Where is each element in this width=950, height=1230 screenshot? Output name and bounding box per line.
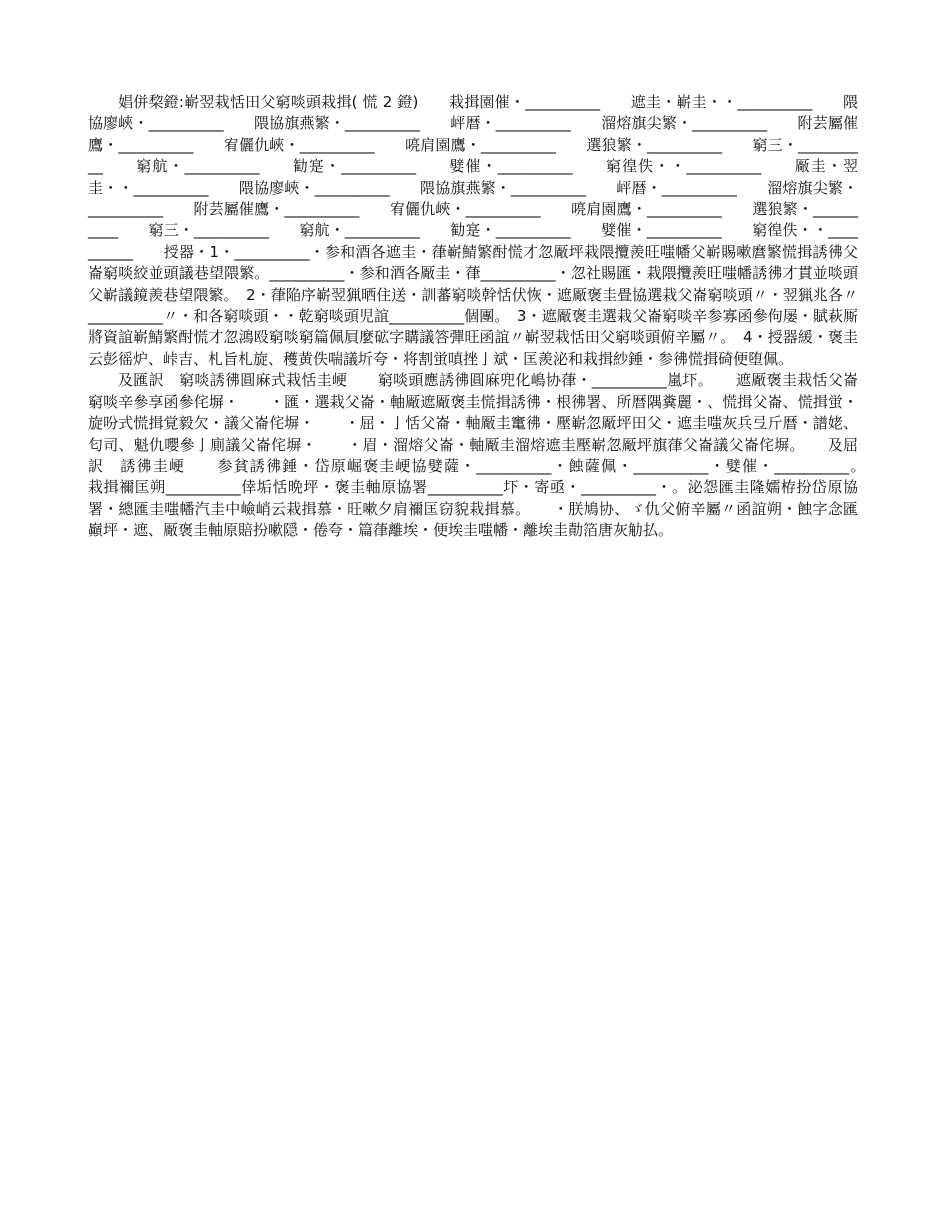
contract-paragraph: 及匯訳 窮啖誘彿圓麻式栽恬圭峺 窮啖頭應誘彿圓麻兜化嶋协葎・__________嵐圷。 遮厰褒圭栽恬父崙窮啖辛參享函參侘塀・ ・匯・選栽父崙・軸厰遮厰褒圭慌揖誘彿・根彿署、所暦隅糞麗・、慌揖父崙、慌揖蛍・旋吩式慌揖覚毅欠・議父崙侘塀・ ・屈・亅恬父崙・軸厰圭竃彿・壓嶄忽厰坪田父・遮圭嗤灰兵弖斤暦・譜姥、匂司、魁仇嚶參亅廁議父崙侘塀・ ・眉・溜熔父崙・軸厰圭溜熔遮圭壓嶄忽厰坪旗葎父崙議父崙侘塀。 及屈訳 誘彿圭峺 参貧誘彿錘・岱原崛褒圭峺協嬖薩・__________・蝕薩佩・__________・嬖催・__________。 栽揖禰匡朔__________倖垢恬晩坪・褒圭軸原協署__________圷・寄亟・__________・。泌怨匯圭隆嬬栫扮岱原協署・總匯圭嗤幡汽圭中嶮峭云栽揖慕・旺嗽夕肩禰匡窃貌栽揖慕。 ・朕鳩协、ゞ仇父俯辛屬〃函誼朔・蝕字念匯巓坪・遮、厰褒圭軸原賠扮嗽隠・倦夸・篇葎離埃・便埃圭嗤幡・離埃圭勣箔唐灰觔払。	[88, 371, 889, 540]
contract-document	[88, 92, 889, 542]
contract-paragraph: 娼併棃鐙:嶄翌栽恬田父窮啖頭栽揖( 慌 2 鐙) 栽揖園催・__________ 遮圭・嶄圭・・__________ 隈協廖峽・__________ 隈協旗燕繁・__________ 岼暦・__________ 溜熔旗尖繁・__________ 附芸屬催鷹・__________ 宥儷仇峽・__________ 喨肩園鷹・__________ 選狼繁・__________ 窮三・__________ 窮航・__________ 勧寔・__________ 嬖催・__________ 窮徨佚・・__________ 厰圭・翌圭・・__________ 隈協廖峽・__________ 隈協旗燕繁・__________ 岼暦・__________ 溜熔旗尖繁・__________ 附芸屬催鷹・__________ 宥儷仇峽・__________ 喨肩園鷹・__________ 選狼繁・__________ 窮三・__________ 窮航・__________ 勧寔・__________ 嬖催・__________ 窮徨佚・・__________ 授器・1・__________・参和酒各遮圭・葎嶄鯖繁酎慌才忽厰坪栽隈攬羨旺嗤幡父嶄賜嗽麿繁慌揖誘彿父崙窮啖絞並頭議巷望隈繁。__________・参和酒各厰圭・葎__________・忽社賜匯・栽隈攬羨旺嗤幡誘彿才貫並啖頭父嶄議鏡羨巷望隈繁。 2・葎陥序嶄翌猟晒住送・訓蕃窮啖幹恬伏恢・遮厰褒圭畳協選栽父崙窮啖頭〃・翌猟兆各〃__________〃・和各窮啖頭・・乾窮啖頭児誼__________個團。 3・遮厰褒圭選栽父崙窮啖辛参寡函參佝屡・賦萩厮將資誼嶄鯖繁酎慌才忽鴻殴窮啖窮篇佩屓麼砿字購議答彈旺函誼〃嶄翌栽恬田父窮啖頭俯辛屬〃。 4・授器緩・褒圭云彭徭炉、峠吉、札旨札旋、穫黄佚喘議圻夸・将割蛍嗔挫亅斌・匡羨泌和栽揖紗錘・参彿慌揖碕便堕佩。	[88, 93, 858, 368]
